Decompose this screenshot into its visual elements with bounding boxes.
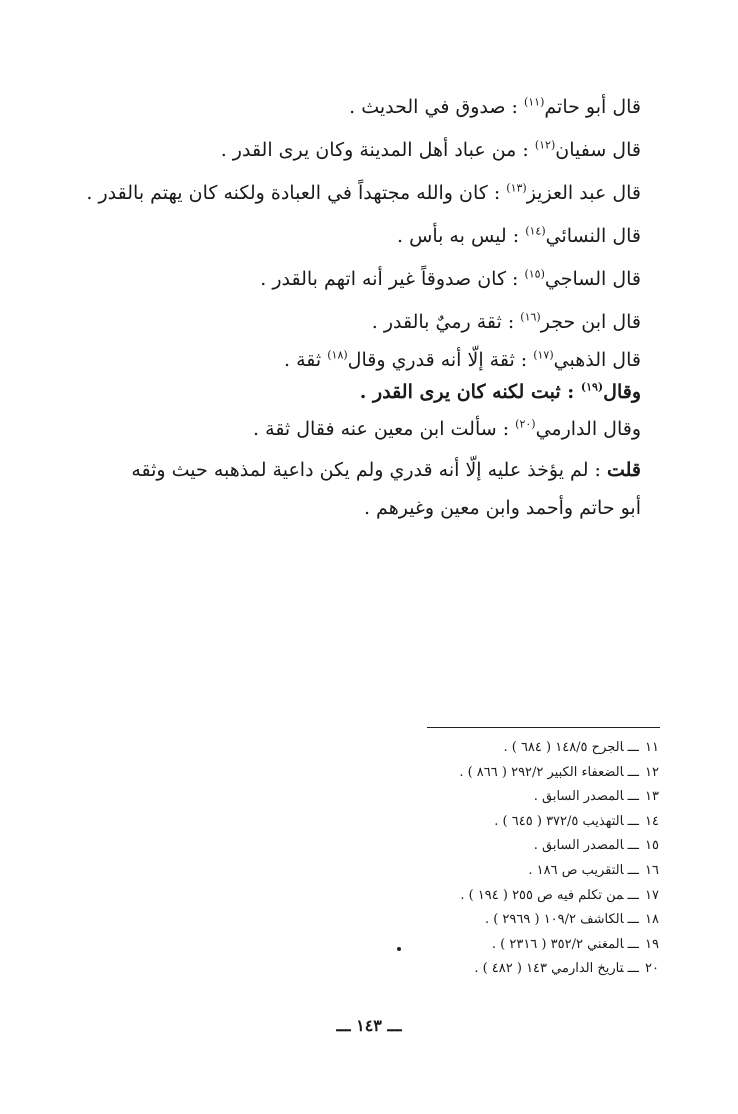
footnote: ١٨ـــالكاشف ١٠٩/٢ ( ٢٩٦٩ ) . — [484, 912, 659, 928]
main-text — [86, 86, 641, 527]
footnote: ١٦ـــالتقريب ص ١٨٦ . — [528, 862, 659, 878]
footnote-ref[interactable]: (١١) — [523, 95, 545, 109]
footnote-ref[interactable]: (١٨) — [327, 348, 348, 362]
footnote: ١٧ـــمن تكلم فيه ص ٢٥٥ ( ١٩٤ ) . — [460, 887, 659, 903]
text-line: وقال الدارمي$^{(٢٠)}$ : سألت ابن معين عنه فقال ثقة . — [253, 417, 641, 440]
conclusion-label: قلت — [606, 459, 641, 481]
text-line: قال سفيان$^{(١٢)}$ : من عباد أهل المدينة وكان يرى القدر . — [220, 138, 641, 161]
footnote-ref[interactable]: (١٩) — [580, 380, 604, 394]
footnote: ١٤ـــالتهذيب ٣٧٢/٥ ( ٦٤٥ ) . — [494, 813, 659, 829]
footnote: ١٥ـــالمصدر السابق . — [533, 838, 659, 854]
text-line: قال النسائي$^{(١٤)}$ : ليس به بأس . — [397, 224, 641, 247]
footnote-ref[interactable]: (٢٠) — [515, 417, 536, 431]
text-line: قال ابن حجر$^{(١٦)}$ : ثقة رميٌ بالقدر . — [371, 310, 641, 333]
footnote-separator — [427, 727, 660, 728]
footnote: ١٣ـــالمصدر السابق . — [533, 789, 659, 805]
text-line: قال الساجي$^{(١٥)}$ : كان صدوقاً غير أنه اتهم بالقدر . — [260, 267, 641, 290]
footnote: ١١ـــالجرح ١٤٨/٥ ( ٦٨٤ ) . — [503, 740, 659, 755]
footnote-ref[interactable]: (١٥) — [524, 267, 545, 281]
text-line: قال عبد العزيز$^{(١٣)}$ : كان والله مجتهداً في العبادة ولكنه كان يهتم بالقدر . — [86, 181, 641, 204]
footnote: ١٢ـــالضعفاء الكبير ٢٩٢/٢ ( ٨٦٦ ) . — [459, 764, 659, 780]
conclusion-line: أبو حاتم وأحمد وابن معين وغيرهم . — [363, 497, 641, 519]
footnote: ٢٠ـــتاريخ الدارمي ١٤٣ ( ٤٨٢ ) . — [474, 961, 659, 977]
footnote-ref[interactable]: (١٣) — [506, 181, 527, 195]
page-number: ـــ ١٤٣ ـــ — [336, 1016, 402, 1035]
text-line: قال الذهبي$^{(١٧)}$ : ثقة إلّا أنه قدري وقال$^{(١٨)}$ ثقة . — [284, 348, 641, 371]
footnote-ref[interactable]: (١٢) — [534, 138, 556, 152]
footnote-ref[interactable]: (١٦) — [520, 310, 541, 324]
text-line: قال أبو حاتم$^{(١١)}$ : صدوق في الحديث . — [349, 95, 641, 118]
footnote: ١٩ـــالمغني ٣٥٢/٢ ( ٢٣١٦ ) . — [491, 936, 659, 952]
footnote-ref[interactable]: (١٤) — [525, 224, 546, 238]
footnote-ref[interactable]: (١٧) — [533, 348, 554, 362]
text-line: وقال$^{(١٩)}$ : ثبت لكنه كان يرى القدر . — [359, 380, 641, 403]
footnotes — [339, 736, 659, 982]
conclusion-line: قلت : لم يؤخذ عليه إلّا أنه قدري ولم يكن داعية لمذهبه حيث وثقه — [131, 459, 641, 481]
stray-dot-mark — [397, 947, 401, 951]
